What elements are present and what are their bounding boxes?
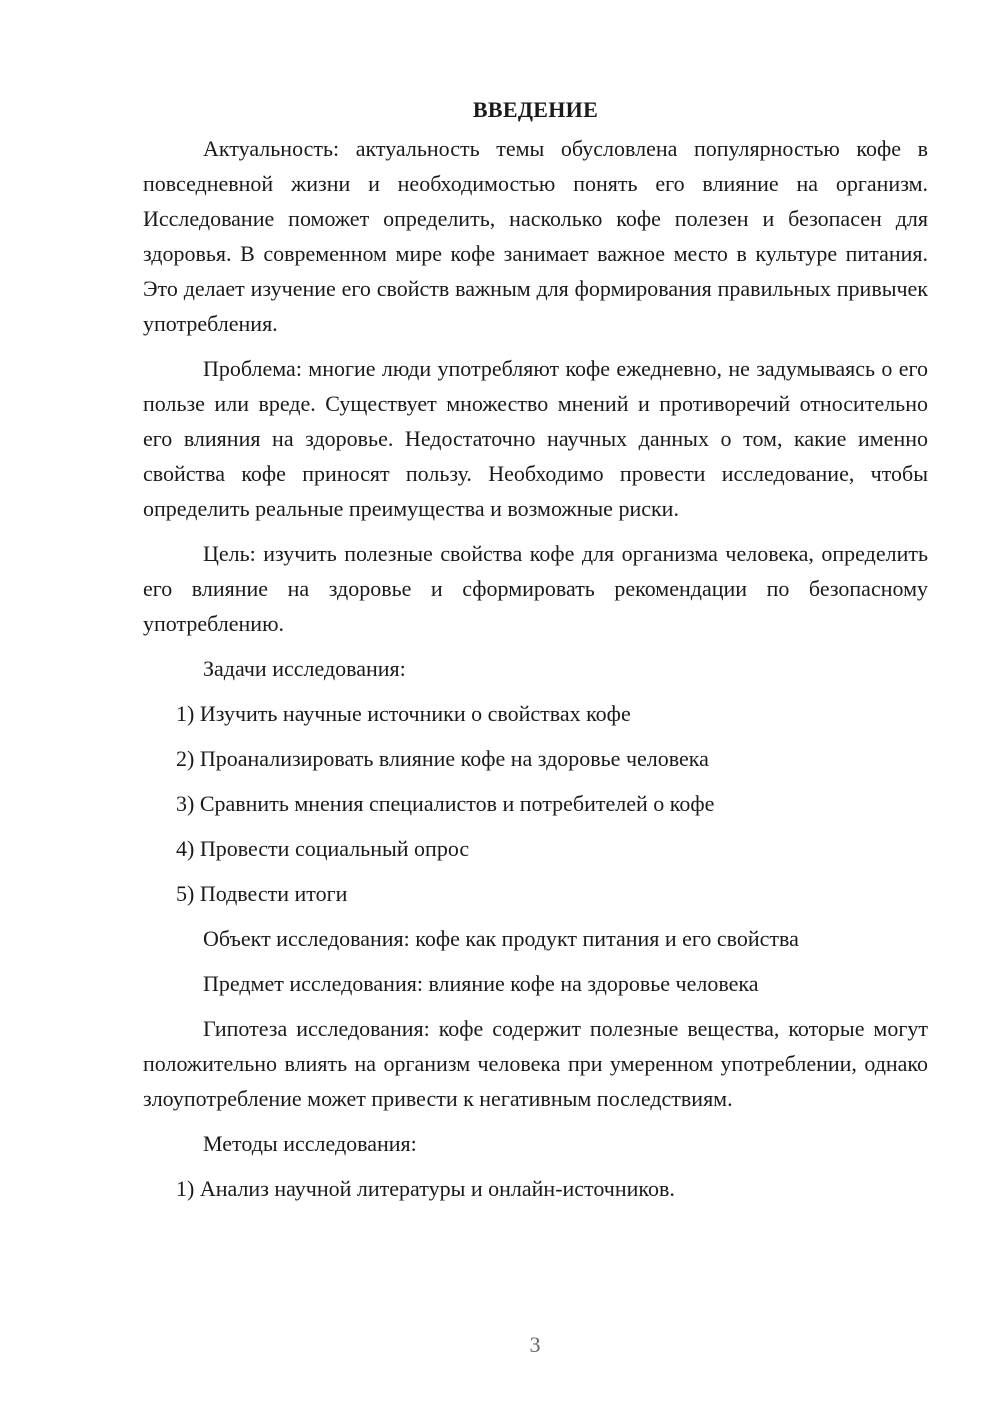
method-item: 1) Анализ научной литературы и онлайн-источников.: [176, 1176, 675, 1201]
subject-line: Предмет исследования: влияние кофе на здоровье человека: [203, 971, 759, 996]
problem-paragraph: Проблема: многие люди употребляют кофе ежедневно, не задумываясь о его пользе или вреде. Существует множество мнений и противоречий относительно его влияния на здоровье. Недостаточно научных данных о том, какие именно свойства кофе приносят пользу. Необходимо провести исследование, чтобы определить реальные преимущества и возможные риски.: [143, 356, 928, 521]
methods-heading: Методы исследования:: [203, 1131, 417, 1156]
task-item: 1) Изучить научные источники о свойствах кофе: [176, 701, 631, 726]
page-number: 3: [529, 1332, 541, 1357]
task-item: 5) Подвести итоги: [176, 881, 348, 906]
document-title: ВВЕДЕНИЕ: [472, 97, 599, 122]
tasks-list: [143, 696, 928, 911]
methods-list: [143, 1171, 928, 1206]
object-line: Объект исследования: кофе как продукт питания и его свойства: [203, 926, 799, 951]
goal-paragraph: Цель: изучить полезные свойства кофе для организма человека, определить его влияние на здоровье и сформировать рекомендации по безопасному употреблению.: [143, 541, 928, 636]
tasks-heading: Задачи исследования:: [203, 656, 406, 681]
hypothesis-paragraph: Гипотеза исследования: кофе содержит полезные вещества, которые могут положительно влиять на организм человека при умеренном употреблении, однако злоупотребление может привести к негативным последствиям.: [143, 1016, 928, 1111]
task-item: 3) Сравнить мнения специалистов и потребителей о кофе: [176, 791, 715, 816]
document-page: [143, 92, 928, 1216]
task-item: 2) Проанализировать влияние кофе на здоровье человека: [176, 746, 709, 771]
task-item: 4) Провести социальный опрос: [176, 836, 470, 861]
relevance-paragraph: Актуальность: актуальность темы обусловлена популярностью кофе в повседневной жизни и необходимостью понять его влияние на организм. Исследование поможет определить, насколько кофе полезен и безопасен для здоровья. В современном мире кофе занимает важное место в культуре питания. Это делает изучение его свойств важным для формирования правильных привычек употребления.: [143, 136, 928, 336]
